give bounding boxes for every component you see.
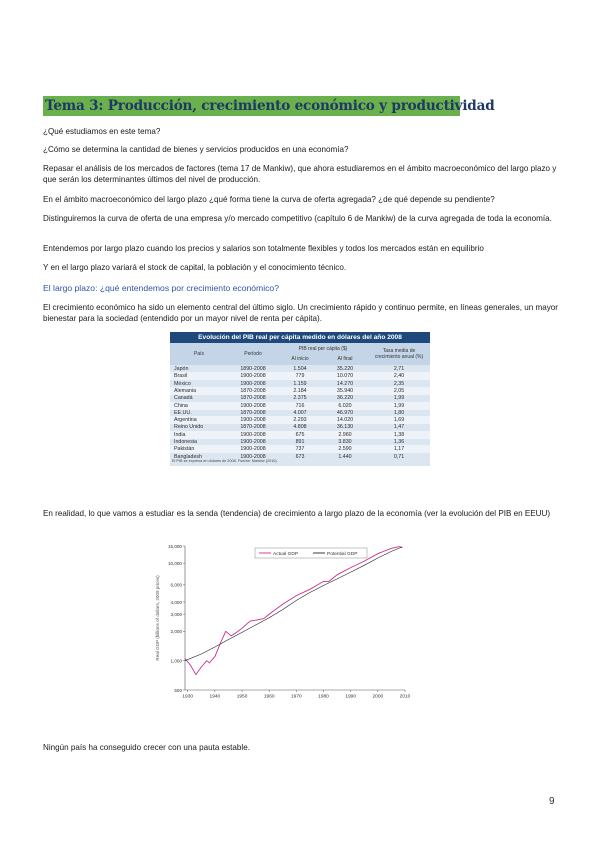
table-cell-periodo: 1900-2008: [240, 446, 266, 453]
table-cell-inicio: 2.184: [293, 387, 307, 394]
table-cell-pais: Brasil: [174, 373, 188, 380]
x-tick-label: 1950: [236, 694, 248, 700]
table-cell-inicio: 4.007: [293, 409, 307, 416]
gdp-table: [170, 332, 430, 466]
table-cell-periodo: 1900-2008: [240, 439, 266, 445]
series-line-actual-gdp: [185, 547, 402, 675]
table-cell-pais: Indonesia: [174, 439, 197, 445]
table-note: El PIB se expresa en dólares de 2008. Fuente: Mankiw (2010).: [172, 459, 278, 463]
paragraph-2: ¿Cómo se determina la cantidad de bienes y servicios producidos en una economía?: [43, 145, 349, 154]
table-cell-pais: Reino Unido: [174, 424, 204, 431]
table-cell-tasa: 1,69: [393, 417, 405, 424]
table-cell-tasa: 1,47: [393, 424, 405, 431]
paragraph-1: ¿Qué estudiamos en este tema?: [43, 127, 161, 136]
table-cell-final: 2.590: [338, 446, 352, 453]
x-tick-label: 1940: [209, 694, 221, 700]
table-cell-tasa: 0,71: [393, 453, 405, 460]
table-cell-pais: EE.UU.: [174, 409, 192, 416]
y-tick-label: 15,000: [167, 543, 182, 549]
table-cell-tasa: 1,36: [393, 439, 405, 445]
y-tick-label: 4,000: [170, 599, 182, 605]
table-cell-tasa: 1,80: [393, 409, 405, 416]
table-cell-final: 6.020: [338, 402, 352, 409]
table-cell-inicio: 2.293: [293, 417, 307, 424]
table-cell-inicio: 891: [295, 439, 305, 445]
table-cell-periodo: 1870-2008: [240, 409, 266, 416]
x-tick-label: 1960: [263, 694, 275, 700]
table-cell-inicio: 4.808: [293, 424, 307, 431]
table-cell-inicio: 1.504: [293, 366, 307, 372]
table-cell-final: 10.070: [336, 373, 354, 380]
header-inicio: Al inicio: [291, 356, 309, 362]
table-cell-tasa: 2,35: [393, 380, 405, 387]
table-cell-final: 35.940: [336, 387, 354, 394]
table-cell-final: 3.830: [338, 439, 352, 445]
x-tick-label: 2010: [399, 694, 411, 700]
paragraph-3: Repasar el análisis de los mercados de factores (tema 17 de Mankiw), que ahora estudiaremos en el ámbito macroeconómico del largo plazo y que serán los determinantes últimos del nivel de producción.: [43, 164, 557, 184]
table-title: Evolución del PIB real per cápita medido en dólares del año 2008: [170, 332, 430, 343]
y-tick-label: 2,000: [170, 629, 182, 635]
table-cell-pais: Argentina: [174, 417, 197, 424]
table-cell-periodo: 1870-2008: [240, 395, 266, 402]
table-cell-pais: Alemania: [174, 387, 197, 394]
header-pib-group: PIB real per cápita ($): [298, 346, 348, 352]
paragraph-8: El crecimiento económico ha sido un elemento central del último siglo. Un crecimiento rápido y continuo permite, en líneas generales, un mayor bienestar para la sociedad (entendido por un mayor nivel de renta per cápita).: [43, 303, 558, 323]
table-cell-inicio: 716: [295, 402, 305, 409]
table-cell-final: 14.270: [336, 380, 354, 387]
table-cell-inicio: 2.375: [293, 395, 307, 402]
table-cell-inicio: 1.159: [293, 380, 307, 387]
x-tick-label: 1980: [318, 694, 329, 700]
table-cell-tasa: 2,05: [393, 387, 405, 394]
table-cell-final: 2.960: [338, 431, 352, 438]
table-cell-tasa: 2,71: [393, 366, 405, 372]
table-cell-pais: México: [174, 380, 191, 387]
paragraph-10: Ningún país ha conseguido crecer con una pauta estable.: [43, 743, 250, 752]
legend-label: Actual GDP: [273, 551, 299, 557]
table-cell-inicio: 737: [295, 446, 305, 453]
table-cell-periodo: 1900-2008: [240, 417, 266, 424]
table-cell-pais: Canadá: [174, 395, 193, 402]
table-cell-periodo: 1890-2008: [240, 366, 266, 372]
table-cell-tasa: 1,17: [393, 446, 405, 453]
table-cell-inicio: 673: [295, 453, 305, 460]
y-tick-label: 3,000: [170, 611, 182, 617]
table-cell-pais: Pakistán: [174, 446, 195, 453]
table-cell-pais: China: [174, 402, 188, 409]
table-cell-tasa: 1,99: [393, 395, 405, 402]
x-tick-label: 2000: [372, 694, 384, 700]
y-axis-label: Real GDP (billions of dollars, 2009 prices): [155, 575, 160, 661]
x-tick-label: 1930: [182, 694, 194, 700]
table-cell-pais: India: [174, 431, 186, 438]
y-tick-label: 6,000: [170, 582, 182, 588]
table-cell-tasa: 1,38: [393, 431, 405, 438]
table-header: [170, 343, 430, 365]
blue-heading: El largo plazo: ¿qué entendemos por crecimiento económico?: [43, 283, 279, 293]
paragraph-6: Entendemos por largo plazo cuando los precios y salarios son totalmente flexibles y todos los mercados están en equilibrio: [43, 244, 484, 253]
x-tick-label: 1970: [291, 694, 302, 700]
gdp-line-chart: [147, 540, 417, 702]
legend-label: Potential GDP: [327, 551, 358, 557]
x-tick-label: 1990: [345, 694, 357, 700]
header-periodo: Período: [244, 351, 262, 357]
table-cell-periodo: 1900-2008: [240, 453, 266, 460]
table-cell-periodo: 1870-2008: [240, 387, 266, 394]
table-cell-periodo: 1900-2008: [240, 402, 266, 409]
table-cell-pais: Bangladesh: [174, 453, 202, 460]
y-tick-label: 1,000: [170, 658, 182, 664]
table-cell-periodo: 1900-2008: [240, 431, 266, 438]
header-final: Al final: [337, 356, 353, 362]
header-tasa: Tasa media de crecimiento anual (%): [374, 348, 424, 360]
table-cell-pais: Japón: [174, 366, 189, 372]
table-cell-periodo: 1900-2008: [240, 380, 266, 387]
table-cell-periodo: 1900-2008: [240, 373, 266, 380]
paragraph-4: En el ámbito macroeconómico del largo plazo ¿qué forma tiene la curva de oferta agregada? ¿de qué depende su pendiente?: [43, 195, 495, 204]
paragraph-5: Distinguiremos la curva de oferta de una empresa y/o mercado competitivo (capítulo 6 de Mankiw) de la curva agregada de toda la economía.: [43, 214, 552, 223]
paragraph-9: En realidad, lo que vamos a estudiar es la senda (tendencia) de crecimiento a largo plazo de la economía (ver la evolución del PIB en EEUU): [43, 509, 551, 518]
table-cell-inicio: 779: [295, 373, 305, 380]
table-cell-tasa: 1,99: [393, 402, 405, 409]
table-cell-inicio: 675: [295, 431, 305, 438]
table-cell-final: 1.440: [338, 453, 352, 460]
header-pais: País: [193, 351, 204, 357]
paragraph-7: Y en el largo plazo variará el stock de capital, la población y el conocimiento técnico.: [43, 263, 347, 272]
y-tick-label: 500: [174, 687, 182, 693]
table-cell-final: 35.220: [336, 366, 354, 372]
section-title: Tema 3: Producción, crecimiento económico y productividad: [45, 98, 495, 114]
section-title-bar: [43, 96, 495, 116]
y-tick-label: 10,000: [167, 560, 182, 566]
table-cell-tasa: 2,40: [393, 373, 405, 380]
series-line-potential-gdp: [185, 547, 402, 661]
table-cell-final: 36.220: [336, 395, 354, 402]
page-number: 9: [549, 796, 555, 807]
table-cell-final: 46.970: [336, 409, 354, 416]
table-cell-final: 14.020: [336, 417, 354, 424]
table-cell-periodo: 1870-2008: [240, 424, 266, 431]
table-cell-final: 36.130: [336, 424, 354, 431]
